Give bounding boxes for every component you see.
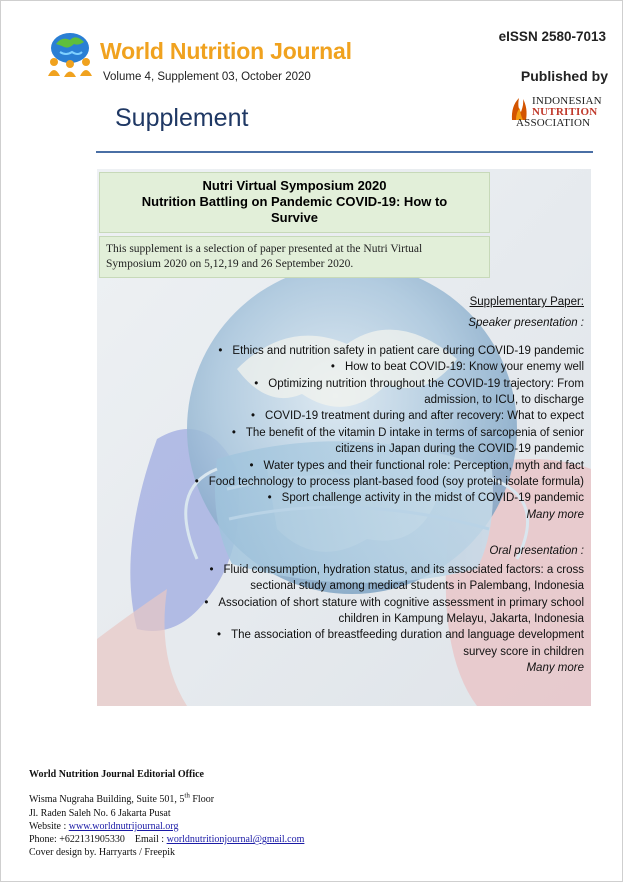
speaker-many-more: Many more [526,508,584,521]
intro-box [99,236,490,278]
list-item [120,425,584,458]
publisher-logo [510,94,610,134]
list-item-text: Fluid consumption, hydration status, and its associated factors: a cross [223,563,584,576]
list-item [120,408,584,424]
bullet-icon: • [267,492,272,505]
list-item-text: admission, to ICU, to discharge [424,394,584,407]
list-item-text: sectional study among medical students in Palembang, Indonesia [250,580,584,593]
list-item-text: Ethics and nutrition safety in patient care during COVID-19 pandemic [232,344,584,357]
eissn: eISSN 2580-7013 [498,29,606,44]
list-item-text: Food technology to process plant-based food (soy protein isolate formula) [208,476,584,489]
published-by: Published by [520,68,608,84]
supplement-heading: Supplement [115,104,249,132]
list-item [120,490,584,506]
bullet-icon: • [209,563,214,576]
list-item-text: How to beat COVID-19: Know your enemy well [344,361,584,374]
list-item-text: Association of short stature with cognitive assessment in primary school [218,596,584,609]
list-item [120,376,584,409]
list-item [120,595,584,628]
publisher-line-2: NUTRITION [532,106,598,118]
speaker-list [120,343,584,507]
bullet-icon: • [254,377,259,390]
list-item-text: Sport challenge activity in the midst of COVID-19 pandemic [281,492,584,505]
list-item [120,474,584,490]
publisher-line-3: ASSOCIATION [516,117,591,129]
intro-line-1: This supplement is a selection of paper presented at the Nutri Virtual [106,243,423,255]
papers-list [120,294,584,677]
symposium-title-line-2: Nutrition Battling on Pandemic COVID-19: How to [141,194,448,209]
list-item-text: children in Kampung Melayu, Jakarta, Indonesia [338,612,584,625]
bullet-icon: • [330,361,335,374]
cover-design-credit: Cover design by. Harryarts / Freepik [29,847,175,859]
bullet-icon: • [251,410,256,423]
volume-line: Volume 4, Supplement 03, October 2020 [103,71,311,83]
address-line-2: Jl. Raden Saleh No. 6 Jakarta Pusat [29,807,171,819]
bullet-icon: • [194,476,199,489]
editorial-office-footer [29,768,589,860]
list-item-text: Water types and their functional role: Perception, myth and fact [263,459,584,472]
list-item-text: COVID-19 treatment during and after recovery: What to expect [265,410,584,423]
oral-many-more: Many more [526,662,584,675]
bullet-icon: • [204,596,209,609]
list-item [120,359,584,375]
list-item-text: survey score in children [463,645,584,658]
list-item [120,458,584,474]
bullet-icon: • [217,629,222,642]
oral-presentation-heading: Oral presentation : [489,545,584,558]
bullet-icon: • [231,426,236,439]
intro-line-2: Symposium 2020 on 5,12,19 and 26 September 2020. [106,258,354,270]
publisher-line-1: INDONESIAN [532,95,602,107]
email-link[interactable]: worldnutritionjournal@gmail.com [166,834,305,846]
list-item [120,627,584,660]
supplementary-paper-heading: Supplementary Paper: [469,296,584,308]
symposium-title-box [99,172,490,233]
list-item [120,343,584,359]
list-item-text: Optimizing nutrition throughout the COVID-19 trajectory: From [268,377,584,390]
journal-logo-icon [44,30,96,78]
contact-line: Phone: +622131905330 Email : worldnutritionjournal@gmail.com [29,834,305,846]
list-item-text: citizens in Japan during the COVID-19 pandemic [335,443,584,456]
website-line: Website : www.worldnutrijournal.org [29,820,179,832]
address-line-1: Wisma Nugraha Building, Suite 501, 5th Floor [29,791,215,806]
oral-list [120,562,584,660]
bullet-icon: • [249,459,254,472]
symposium-title-line-3: Survive [271,210,318,225]
speaker-presentation-heading: Speaker presentation : [468,317,584,330]
list-item [120,562,584,595]
journal-title: World Nutrition Journal [100,38,352,64]
list-item-text: The benefit of the vitamin D intake in terms of sarcopenia of senior [245,426,584,439]
header-rule [96,151,593,153]
list-item-text: The association of breastfeeding duration and language development [231,629,584,642]
website-link[interactable]: www.worldnutrijournal.org [68,820,179,832]
bullet-icon: • [218,344,223,357]
symposium-title-line-1: Nutri Virtual Symposium 2020 [202,178,387,193]
editorial-office-title: World Nutrition Journal Editorial Office [29,769,204,780]
